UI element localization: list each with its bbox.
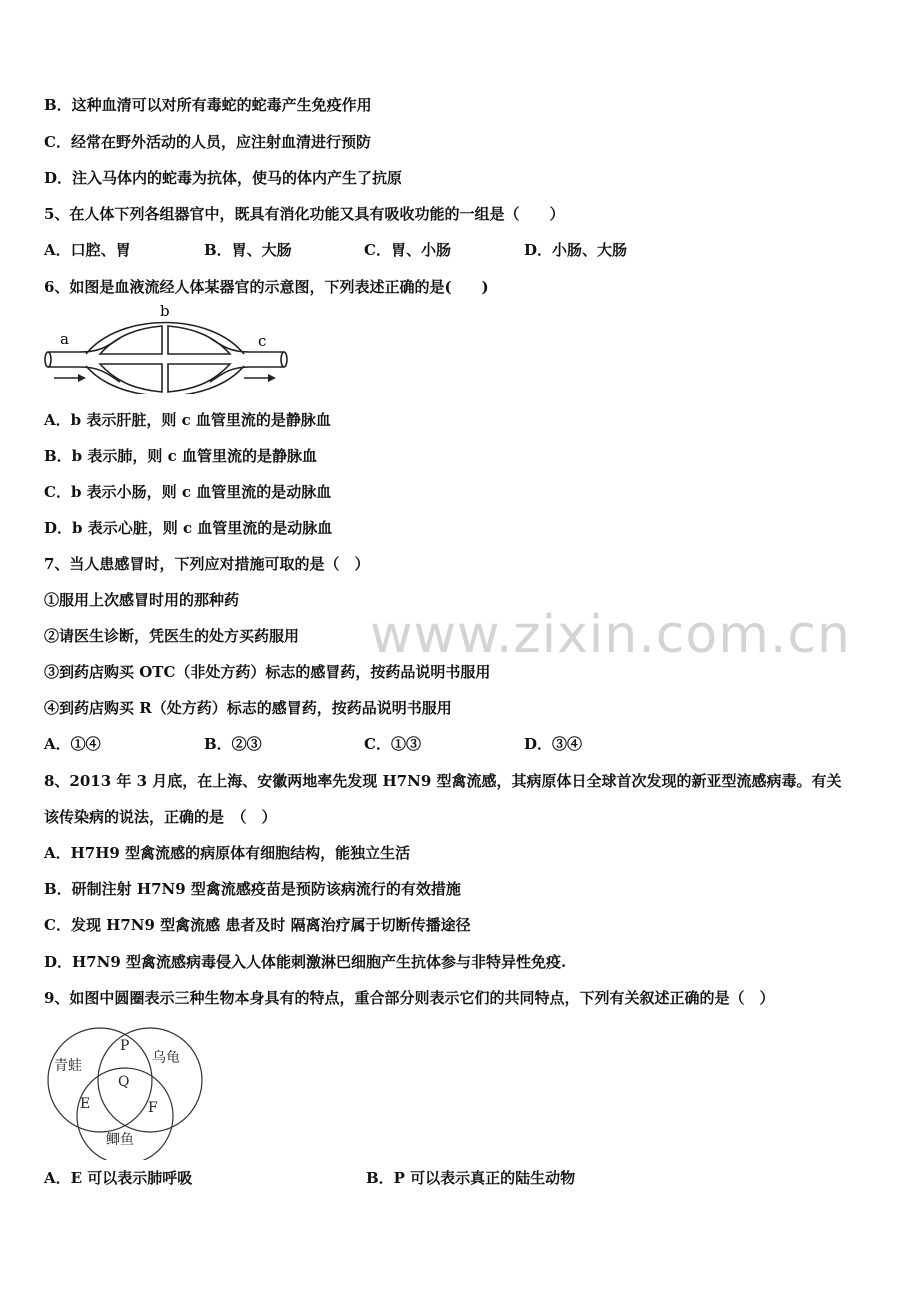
q5-option-b: B．胃、大肠 <box>204 241 292 259</box>
q6-option-d: D．b 表示心脏，则 c 血管里流的是动脉血 <box>44 519 333 537</box>
q8-option-c: C．发现 H7N9 型禽流感 患者及时 隔离治疗属于切断传播途径 <box>44 916 471 934</box>
q7-option-d: D．③④ <box>524 735 583 753</box>
venn-diagram <box>40 1020 210 1160</box>
q7-statement-2: ②请医生诊断，凭医生的处方买药服用 <box>44 627 300 645</box>
q6-stem: 6、如图是血液流经人体某器官的示意图，下列表述正确的是( ) <box>44 278 489 296</box>
venn-label-turtle: 乌龟 <box>152 1050 180 1066</box>
q5-option-c: C．胃、小肠 <box>364 241 451 259</box>
q7-option-a: A．①④ <box>44 735 101 753</box>
q9-stem: 9、如图中圆圈表示三种生物本身具有的特点，重合部分则表示它们的共同特点，下列有关叙述正确的是（ ） <box>44 989 775 1007</box>
q7-statement-1: ①服用上次感冒时用的那种药 <box>44 591 240 609</box>
venn-label-frog: 青蛙 <box>54 1058 82 1074</box>
diagram-label-a: a <box>60 330 69 348</box>
q7-statement-3: ③到药店购买 OTC（非处方药）标志的感冒药，按药品说明书服用 <box>44 663 491 681</box>
venn-label-p: P <box>120 1038 130 1054</box>
blood-flow-diagram <box>40 302 300 394</box>
venn-label-f: F <box>148 1100 158 1116</box>
q5-option-a: A．口腔、胃 <box>44 241 131 259</box>
q4-option-c: C．经常在野外活动的人员，应注射血清进行预防 <box>44 133 371 151</box>
diagram-label-c: c <box>258 332 267 350</box>
q6-option-a: A．b 表示肝脏，则 c 血管里流的是静脉血 <box>44 411 331 429</box>
q5-stem: 5、在人体下列各组器官中，既具有消化功能又具有吸收功能的一组是（ ） <box>44 205 565 223</box>
q6-option-b: B．b 表示肺，则 c 血管里流的是静脉血 <box>44 447 317 465</box>
venn-label-fish: 鲫鱼 <box>106 1132 134 1148</box>
q4-option-d: D．注入马体内的蛇毒为抗体，使马的体内产生了抗原 <box>44 169 403 187</box>
q4-option-b: B．这种血清可以对所有毒蛇的蛇毒产生免疫作用 <box>44 96 372 114</box>
diagram-label-b: b <box>160 302 170 320</box>
venn-label-q: Q <box>118 1074 130 1090</box>
q7-option-c: C．①③ <box>364 735 421 753</box>
q7-stem: 7、当人患感冒时，下列应对措施可取的是（ ） <box>44 555 370 573</box>
venn-label-e: E <box>80 1096 91 1112</box>
watermark: www.zixin.com.cn <box>370 605 851 665</box>
q6-option-c: C．b 表示小肠，则 c 血管里流的是动脉血 <box>44 483 332 501</box>
q9-option-b: B．P 可以表示真正的陆生动物 <box>366 1169 576 1187</box>
q5-option-d: D．小肠、大肠 <box>524 241 628 259</box>
q8-option-d: D．H7N9 型禽流感病毒侵入人体能刺激淋巴细胞产生抗体参与非特异性免疫. <box>44 953 567 971</box>
q8-option-a: A．H7H9 型禽流感的病原体有细胞结构，能独立生活 <box>44 844 411 862</box>
q8-option-b: B．研制注射 H7N9 型禽流感疫苗是预防该病流行的有效措施 <box>44 880 461 898</box>
q9-option-a: A．E 可以表示肺呼吸 <box>44 1169 193 1187</box>
q7-option-b: B．②③ <box>204 735 262 753</box>
q8-stem-line-1: 8、2013 年 3 月底，在上海、安徽两地率先发现 H7N9 型禽流感，其病原体日全球首次发现的新亚型流感病毒。有关 <box>44 772 842 790</box>
q7-statement-4: ④到药店购买 R（处方药）标志的感冒药，按药品说明书服用 <box>44 699 452 717</box>
q8-stem-line-2: 该传染病的说法，正确的是 （ ） <box>44 808 277 826</box>
